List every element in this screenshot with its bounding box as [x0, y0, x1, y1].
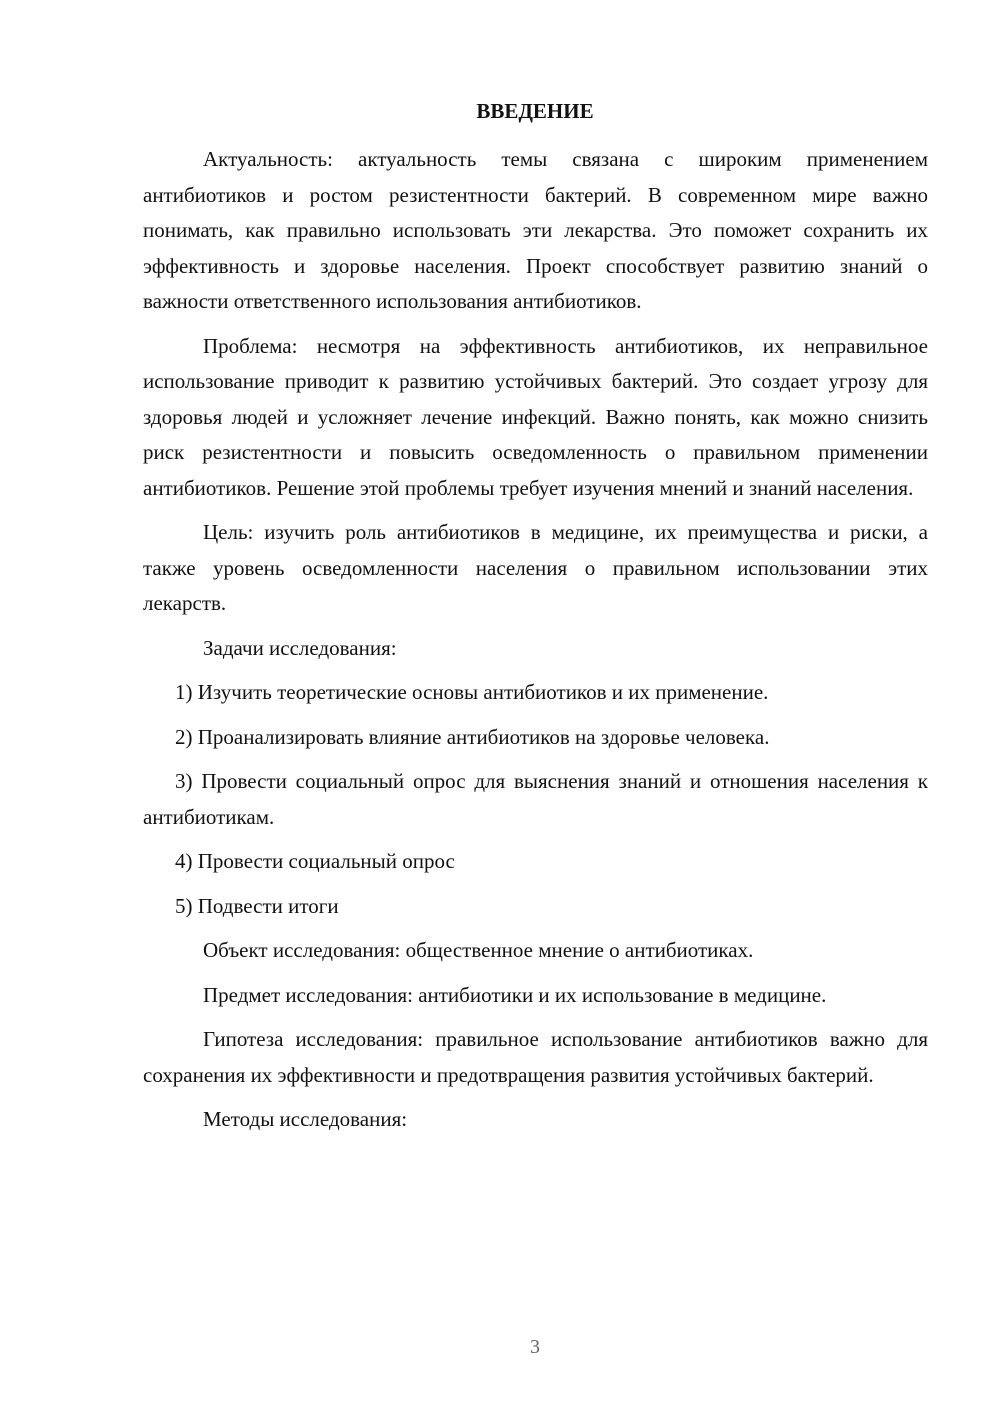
methods-heading: Методы исследования: [203, 1107, 408, 1131]
tasks-heading: Задачи исследования: [203, 635, 397, 660]
task-item-4: 4) Провести социальный опрос [175, 849, 455, 873]
paragraph-hypothesis: Гипотеза исследования: правильное использование антибиотиков важно для сохранения их эффективности и предотвращения развития устойчивых бактерий. [143, 1027, 928, 1087]
page-number: 3 [530, 1336, 540, 1358]
paragraph-relevance: Актуальность: актуальность темы связана с широким применением антибиотиков и ростом резистентности бактерий. В современном мире важно понимать, как правильно использовать эти лекарства. Это поможет сохранить их эффективность и здоровье населения. Проект способствует развитию знаний о важности ответственного использования антибиотиков. [143, 147, 928, 313]
paragraph-object: Объект исследования: общественное мнение о антибиотиках. [203, 938, 754, 962]
paragraph-goal: Цель: изучить роль антибиотиков в медицине, их преимущества и риски, а также уровень осведомленности населения о правильном использовании этих лекарств. [143, 520, 928, 615]
paragraph-problem: Проблема: несмотря на эффективность антибиотиков, их неправильное использование приводит к развитию устойчивых бактерий. Это создает угрозу для здоровья людей и усложняет лечение инфекций. Важно понять, как можно снизить риск резистентности и повысить осведомленность о правильном применении антибиотиков. Решение этой проблемы требует изучения мнений и знаний населения. [143, 333, 928, 500]
task-item-5: 5) Подвести итоги [175, 893, 339, 918]
paragraph-subject: Предмет исследования: антибиотики и их использование в медицине. [203, 982, 827, 1007]
page-title: ВВЕДЕНИЕ [476, 99, 594, 123]
task-item-2: 2) Проанализировать влияние антибиотиков на здоровье человека. [175, 724, 770, 749]
task-item-1: 1) Изучить теоретические основы антибиотиков и их применение. [175, 680, 769, 704]
task-item-3: 3) Провести социальный опрос для выяснения знаний и отношения населения к антибиотикам. [143, 769, 928, 829]
document-body [143, 142, 928, 1147]
